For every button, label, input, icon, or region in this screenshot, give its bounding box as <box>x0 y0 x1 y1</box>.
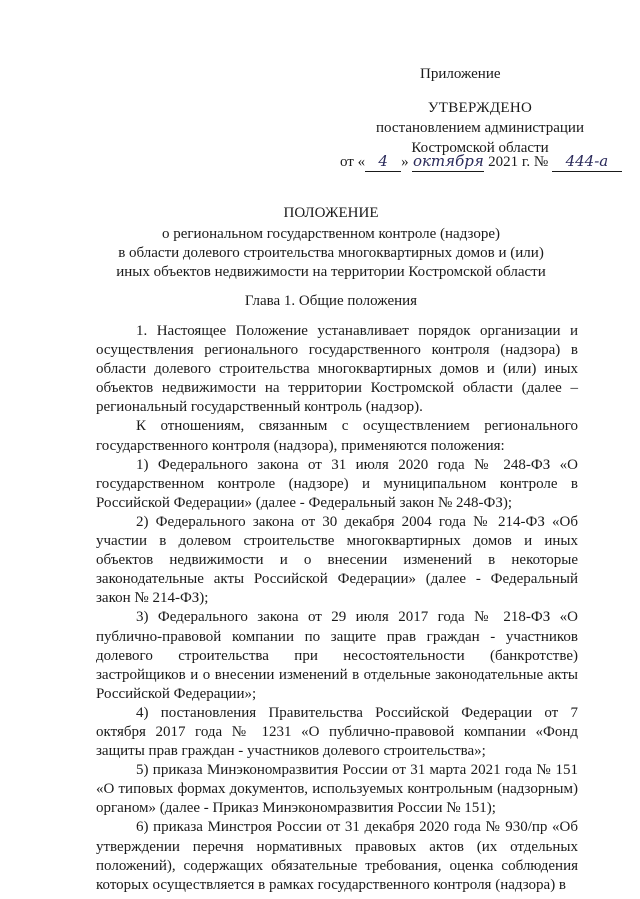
approved-by-line-2: Костромской области <box>411 140 549 156</box>
handwritten-day: 4 <box>365 151 401 172</box>
approved-by-line-1: постановлением администрации <box>376 120 584 136</box>
date-prefix: от « <box>340 154 366 170</box>
document-body <box>96 322 578 895</box>
list-item-2: 2) Федерального закона от 30 декабря 2004 года № 214-ФЗ «Об участии в долевом строительстве многоквартирных домов и иных объектов недвижимости и о внесении изменений в некоторые законодательные акты Российской Федерации» (далее - Федеральный закон № 214-ФЗ); <box>96 513 578 607</box>
document-title <box>96 204 566 282</box>
decree-date-line <box>340 150 622 174</box>
date-mid: » <box>401 154 409 170</box>
list-item-5: 5) приказа Минэкономразвития России от 31 марта 2021 года № 151 «О типовых формах документов, используемых контрольным (надзорным) органом» (далее - Приказ Минэкономразвития России № 151); <box>96 762 578 817</box>
list-item-4: 4) постановления Правительства Российской Федерации от 7 октября 2017 года № 1231 «О публично-правовой компании «Фонд защиты прав граждан - участников долевого строительства»; <box>96 704 578 760</box>
chapter-heading: Глава 1. Общие положения <box>244 293 418 309</box>
handwritten-number: 444-а <box>552 151 622 172</box>
approval-block <box>330 98 630 158</box>
title-line-2: в области долевого строительства многоквартирных домов и (или) <box>118 245 544 261</box>
approved-label: УТВЕРЖДЕНО <box>427 100 533 116</box>
list-item-1: 1) Федерального закона от 31 июля 2020 года № 248-ФЗ «О государственном контроле (надзоре) и муниципальном контроле в Российской Федерации» (далее - Федеральный закон № 248-ФЗ); <box>96 456 578 511</box>
appendix-label: Приложение <box>420 66 501 82</box>
title-line-1: о региональном государственном контроле (надзоре) <box>161 226 501 242</box>
handwritten-month: октября <box>412 152 484 170</box>
title-main: ПОЛОЖЕНИЕ <box>283 205 379 221</box>
title-line-3: иных объектов недвижимости на территории Костромской области <box>116 264 546 280</box>
paragraph-2: К отношениям, связанным с осуществлением регионального государственного контроля (надзора), применяются положения: <box>96 418 578 454</box>
date-year: 2021 г. № <box>488 154 549 170</box>
list-item-3: 3) Федерального закона от 29 июля 2017 года № 218-ФЗ «О публично-правовой компании по защите прав граждан - участников долевого строительства при несостоятельности (банкротстве) застройщиков и о внесении изменений в отдельные законодательные акты Российской Федерации»; <box>96 609 578 702</box>
list-item-6: 6) приказа Минстроя России от 31 декабря 2020 года № 930/пр «Об утверждении перечня нормативных правовых актов (их отдельных положений), содержащих обязательные требования, оценка соблюдения которых осуществляется в рамках государственного контроля (надзора) в <box>96 819 578 893</box>
paragraph-1: 1. Настоящее Положение устанавливает порядок организации и осуществления регионального государственного контроля (надзора) в области долевого строительства многоквартирных домов и (или) иных объектов недвижимости на территории Костромской области (далее – региональный государственный контроль (надзор). <box>96 323 578 416</box>
